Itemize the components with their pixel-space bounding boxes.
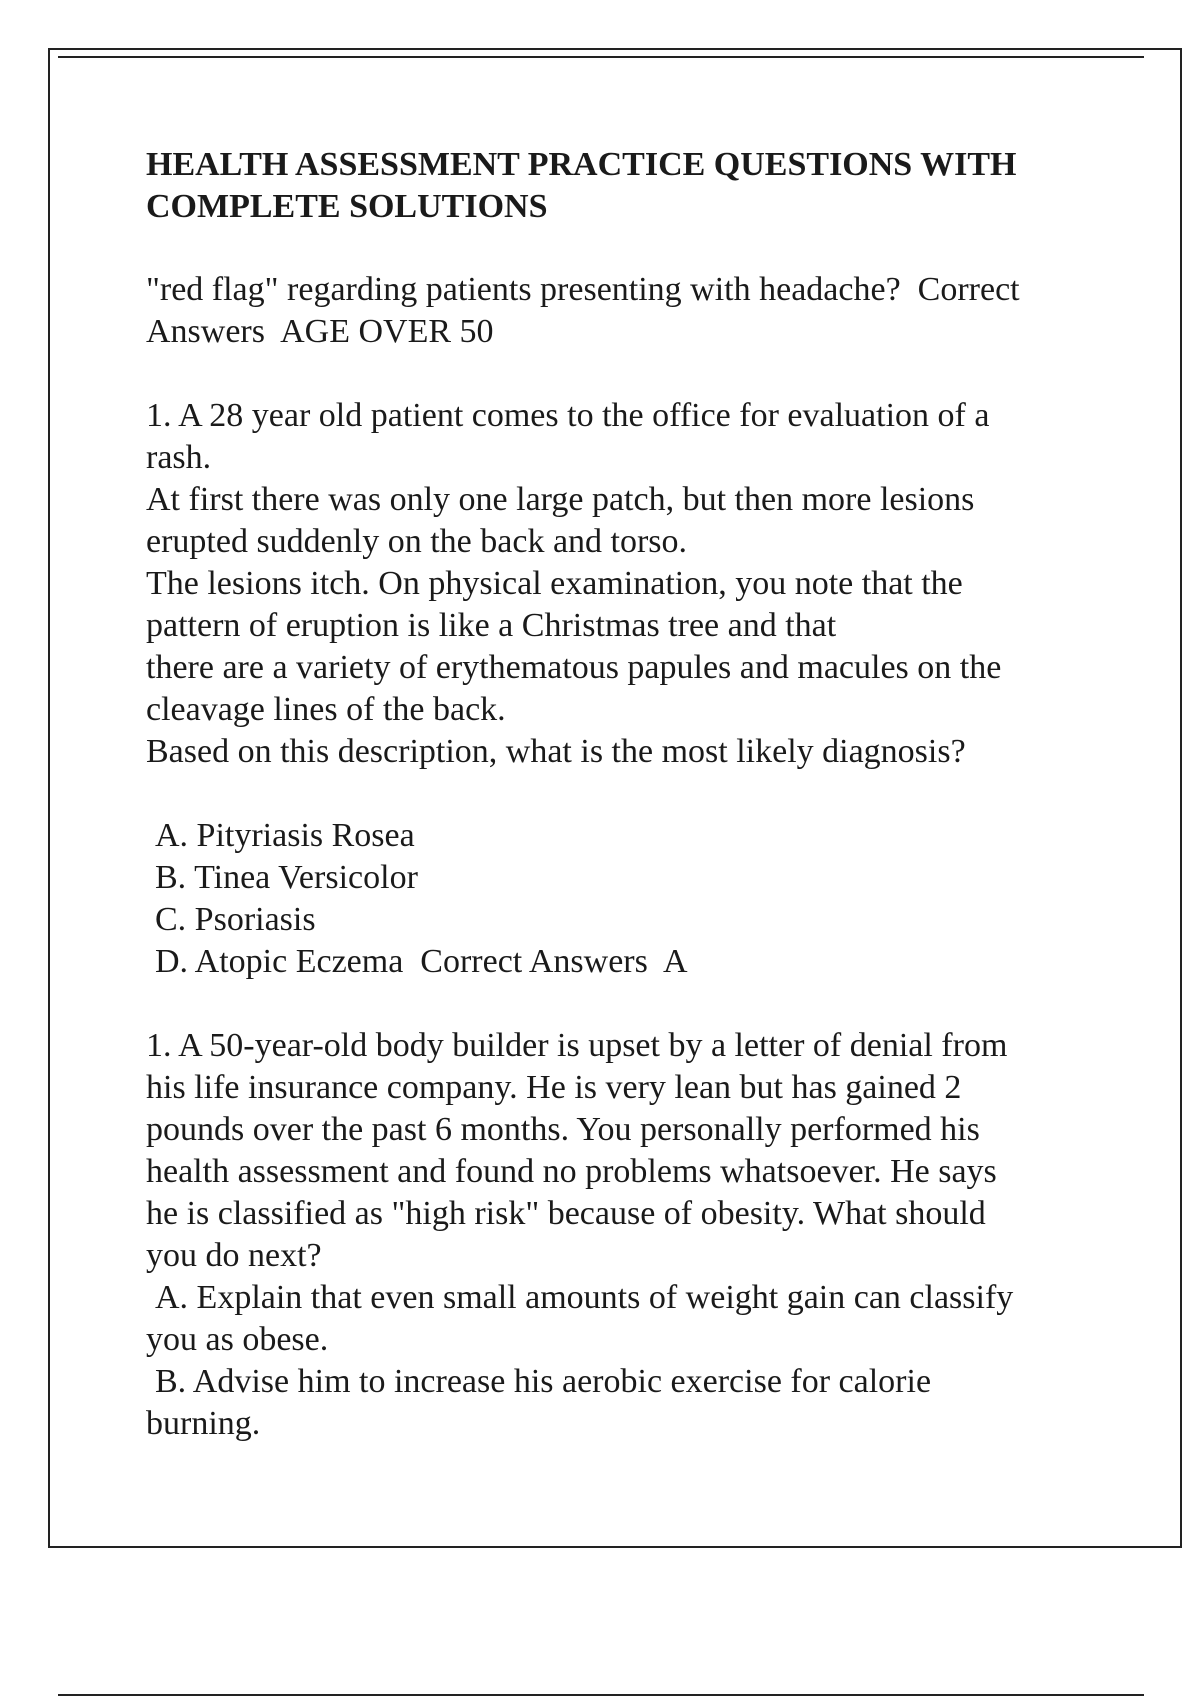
text-line: he is classified as "high risk" because of obesity. What should xyxy=(146,1195,986,1232)
text-line: you do next? xyxy=(146,1237,322,1274)
text-line: "red flag" regarding patients presenting with headache? Correct xyxy=(146,271,1020,308)
answer-option: A. Pityriasis Rosea xyxy=(155,817,415,854)
answer-option: C. Psoriasis xyxy=(155,901,316,938)
answer-option-continuation: burning. xyxy=(146,1405,261,1442)
text-line: Answers AGE OVER 50 xyxy=(146,313,494,350)
text-line: health assessment and found no problems whatsoever. He says xyxy=(146,1153,997,1190)
question-bodybuilder xyxy=(146,1025,1096,1445)
red-flag-question xyxy=(146,269,1096,353)
rash-options xyxy=(146,815,1096,983)
text-line: cleavage lines of the back. xyxy=(146,691,506,728)
text-line: pattern of eruption is like a Christmas tree and that xyxy=(146,607,837,644)
answer-option: B. Tinea Versicolor xyxy=(155,859,418,896)
text-line: rash. xyxy=(146,439,212,476)
answer-option: B. Advise him to increase his aerobic exercise for calorie xyxy=(155,1363,932,1400)
title-line: COMPLETE SOLUTIONS xyxy=(146,188,548,225)
text-line: At first there was only one large patch, but then more lesions xyxy=(146,481,975,518)
text-line: The lesions itch. On physical examination, you note that the xyxy=(146,565,963,602)
text-line: pounds over the past 6 months. You personally performed his xyxy=(146,1111,980,1148)
text-line: 1. A 28 year old patient comes to the office for evaluation of a xyxy=(146,397,990,434)
document-body xyxy=(146,144,1096,1487)
answer-option: A. Explain that even small amounts of weight gain can classify xyxy=(155,1279,1014,1316)
text-line: erupted suddenly on the back and torso. xyxy=(146,523,688,560)
question-rash xyxy=(146,395,1096,773)
bottom-rule xyxy=(58,1694,1144,1696)
top-rule xyxy=(58,56,1144,58)
text-line: his life insurance company. He is very lean but has gained 2 xyxy=(146,1069,962,1106)
answer-option: D. Atopic Eczema Correct Answers A xyxy=(155,943,688,980)
text-line: Based on this description, what is the most likely diagnosis? xyxy=(146,733,966,770)
answer-option-continuation: you as obese. xyxy=(146,1321,329,1358)
text-line: there are a variety of erythematous papules and macules on the xyxy=(146,649,1002,686)
document-title xyxy=(146,144,1096,228)
text-line: 1. A 50-year-old body builder is upset by a letter of denial from xyxy=(146,1027,1008,1064)
title-line: HEALTH ASSESSMENT PRACTICE QUESTIONS WITH xyxy=(146,146,1017,183)
